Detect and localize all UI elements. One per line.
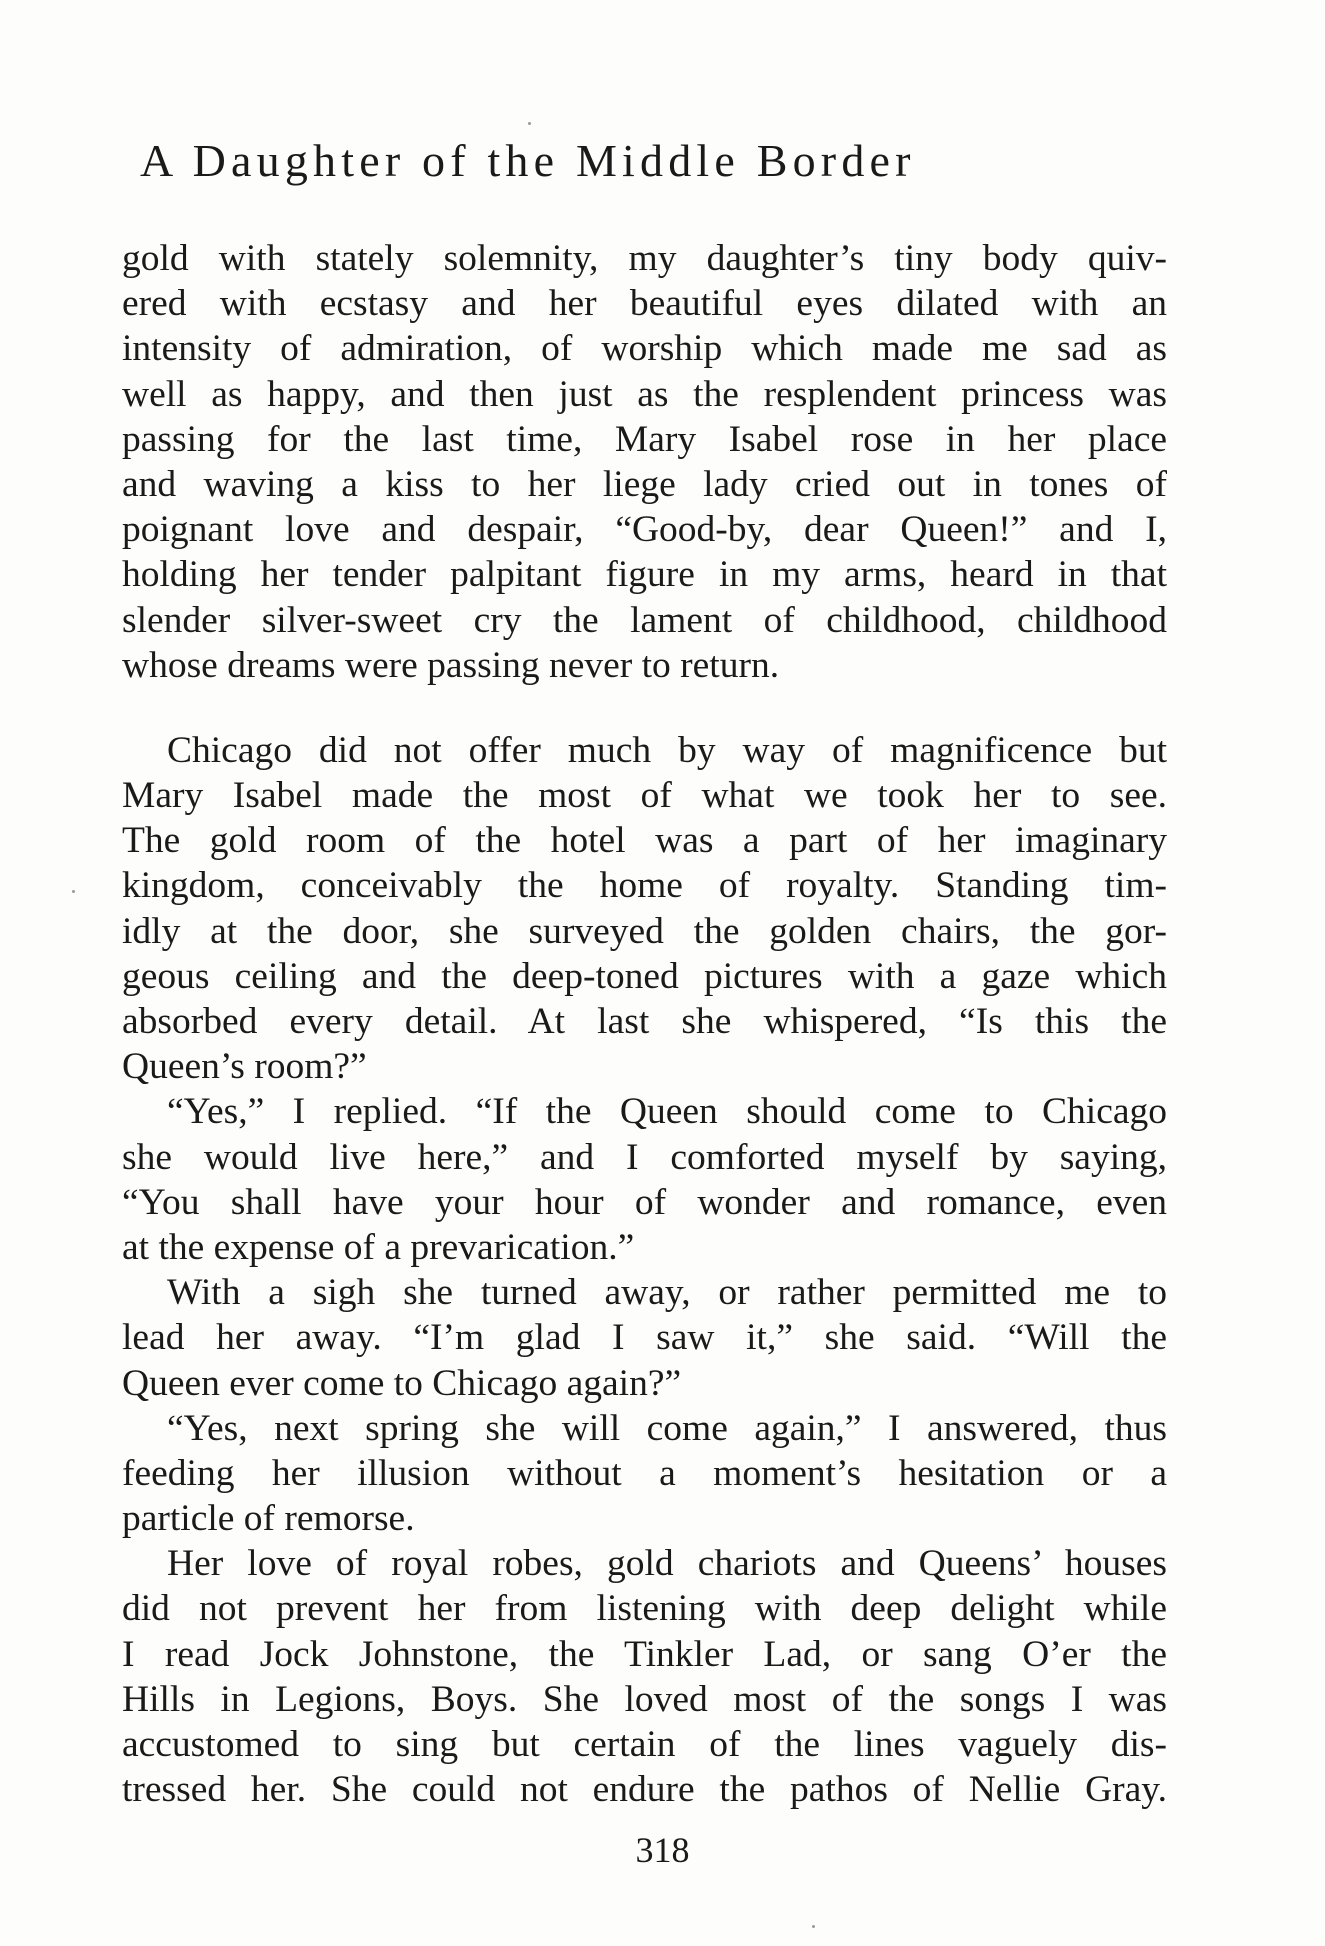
text-line: gold with stately solemnity, my daughter’s tiny body quiv- xyxy=(122,238,1167,279)
paragraph xyxy=(122,236,1167,688)
text-line: slender silver-sweet cry the lament of childhood, childhood xyxy=(122,599,1167,641)
paragraph xyxy=(122,1270,1167,1406)
text-line: I read Jock Johnstone, the Tinkler Lad, or sang O’er the xyxy=(122,1633,1167,1675)
scan-speck xyxy=(72,890,75,893)
text-line: Queen’s room?” xyxy=(122,1046,367,1088)
text-line: With a sigh she turned away, or rather permitted me to xyxy=(167,1272,1167,1314)
page-number: 318 xyxy=(635,1830,690,1870)
text-line: geous ceiling and the deep-toned pictures with a gaze which xyxy=(122,955,1167,997)
text-line: Hills in Legions, Boys. She loved most of the songs I was xyxy=(122,1678,1167,1720)
text-line: ered with ecstasy and her beautiful eyes dilated with an xyxy=(122,283,1167,325)
text-line: particle of remorse. xyxy=(122,1498,415,1540)
paragraph xyxy=(122,1406,1167,1542)
text-line: The gold room of the hotel was a part of her imaginary xyxy=(122,820,1167,862)
text-line: whose dreams were passing never to return. xyxy=(122,644,780,686)
text-line: holding her tender palpitant figure in my arms, heard in that xyxy=(122,554,1167,596)
text-line: Chicago did not offer much by way of magnificence but xyxy=(167,729,1167,771)
text-line: tressed her. She could not endure the pathos of Nellie Gray. xyxy=(122,1769,1167,1811)
text-line: feeding her illusion without a moment’s hesitation or a xyxy=(122,1452,1167,1494)
text-line: “You shall have your hour of wonder and romance, even xyxy=(122,1181,1167,1223)
text-line: lead her away. “I’m glad I saw it,” she said. “Will the xyxy=(122,1317,1167,1359)
text-line: well as happy, and then just as the resplendent princess was xyxy=(122,373,1167,415)
text-line: poignant love and despair, “Good-by, dear Queen!” and I, xyxy=(122,509,1167,551)
text-line: “Yes,” I replied. “If the Queen should come to Chicago xyxy=(167,1091,1167,1133)
text-line: kingdom, conceivably the home of royalty. Standing tim- xyxy=(122,865,1167,907)
text-line: and waving a kiss to her liege lady cried out in tones of xyxy=(122,463,1167,505)
text-line: idly at the door, she surveyed the golden chairs, the gor- xyxy=(122,910,1167,952)
scan-speck xyxy=(812,1925,815,1928)
paragraph xyxy=(122,1541,1167,1812)
text-line: Her love of royal robes, gold chariots and Queens’ houses xyxy=(167,1543,1167,1585)
scan-speck xyxy=(528,122,531,125)
text-line: passing for the last time, Mary Isabel rose in her place xyxy=(122,418,1167,460)
paragraph xyxy=(122,728,1167,1090)
text-line: Mary Isabel made the most of what we took her to see. xyxy=(122,775,1167,817)
body-text xyxy=(122,236,1167,1812)
text-line: absorbed every detail. At last she whispered, “Is this the xyxy=(122,1001,1167,1042)
text-line: intensity of admiration, of worship which made me sad as xyxy=(122,328,1167,370)
running-head: A Daughter of the Middle Border xyxy=(140,135,916,186)
text-line: she would live here,” and I comforted myself by saying, xyxy=(122,1136,1167,1178)
text-line: at the expense of a prevarication.” xyxy=(122,1226,635,1268)
text-line: accustomed to sing but certain of the lines vaguely dis- xyxy=(122,1724,1167,1765)
section-gap xyxy=(122,688,1167,728)
text-line: did not prevent her from listening with deep delight while xyxy=(122,1588,1167,1630)
text-line: Queen ever come to Chicago again?” xyxy=(122,1362,682,1404)
paragraph xyxy=(122,1089,1167,1270)
text-line: “Yes, next spring she will come again,” I answered, thus xyxy=(167,1407,1167,1449)
